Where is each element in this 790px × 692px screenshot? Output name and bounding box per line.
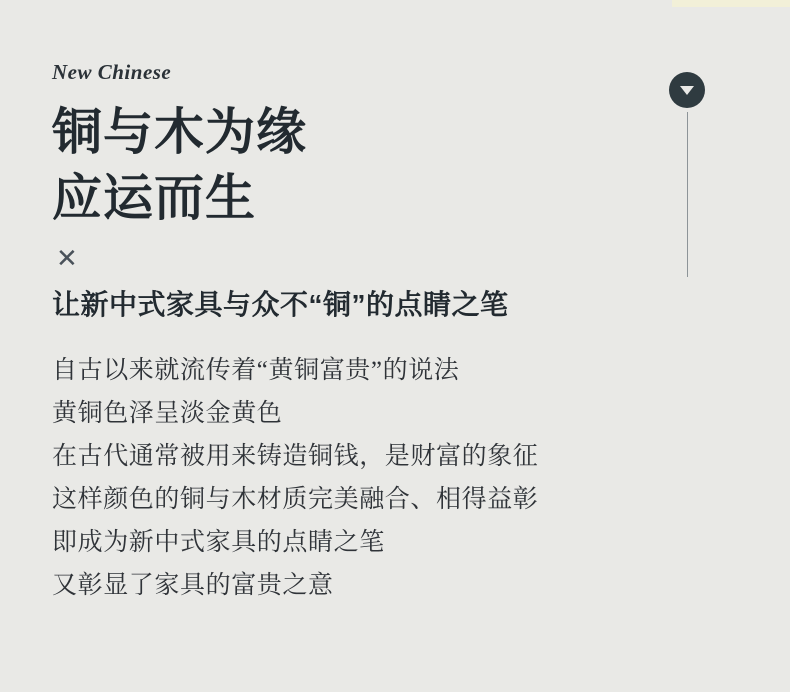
scroll-line	[687, 112, 688, 277]
subheadline: 让新中式家具与众不“铜”的点睛之笔	[52, 289, 509, 321]
article-content	[52, 60, 692, 607]
body-line: 这样颜色的铜与木材质完美融合、相得益彰	[52, 486, 539, 514]
body-line: 又彰显了家具的富贵之意	[52, 572, 334, 600]
body-line: 即成为新中式家具的点睛之笔	[52, 529, 385, 557]
chevron-down-icon	[680, 86, 694, 95]
body-line: 在古代通常被用来铸造铜钱，是财富的象征	[52, 443, 539, 471]
top-stripe	[0, 0, 790, 8]
body-line: 黄铜色泽呈淡金黄色	[52, 400, 283, 428]
headline-line-2: 应运而生	[52, 170, 256, 227]
top-stripe-accent	[672, 0, 790, 7]
page-title	[52, 99, 692, 231]
scroll-marker	[669, 72, 709, 312]
divider-cross-icon: ✕	[56, 243, 78, 274]
body-copy	[52, 349, 692, 607]
body-line: 自古以来就流传着“黄铜富贵”的说法	[52, 357, 460, 385]
eyebrow-label: New Chinese	[52, 60, 172, 84]
scroll-down-button[interactable]	[669, 72, 705, 108]
headline-line-1: 铜与木为缘	[52, 104, 307, 161]
